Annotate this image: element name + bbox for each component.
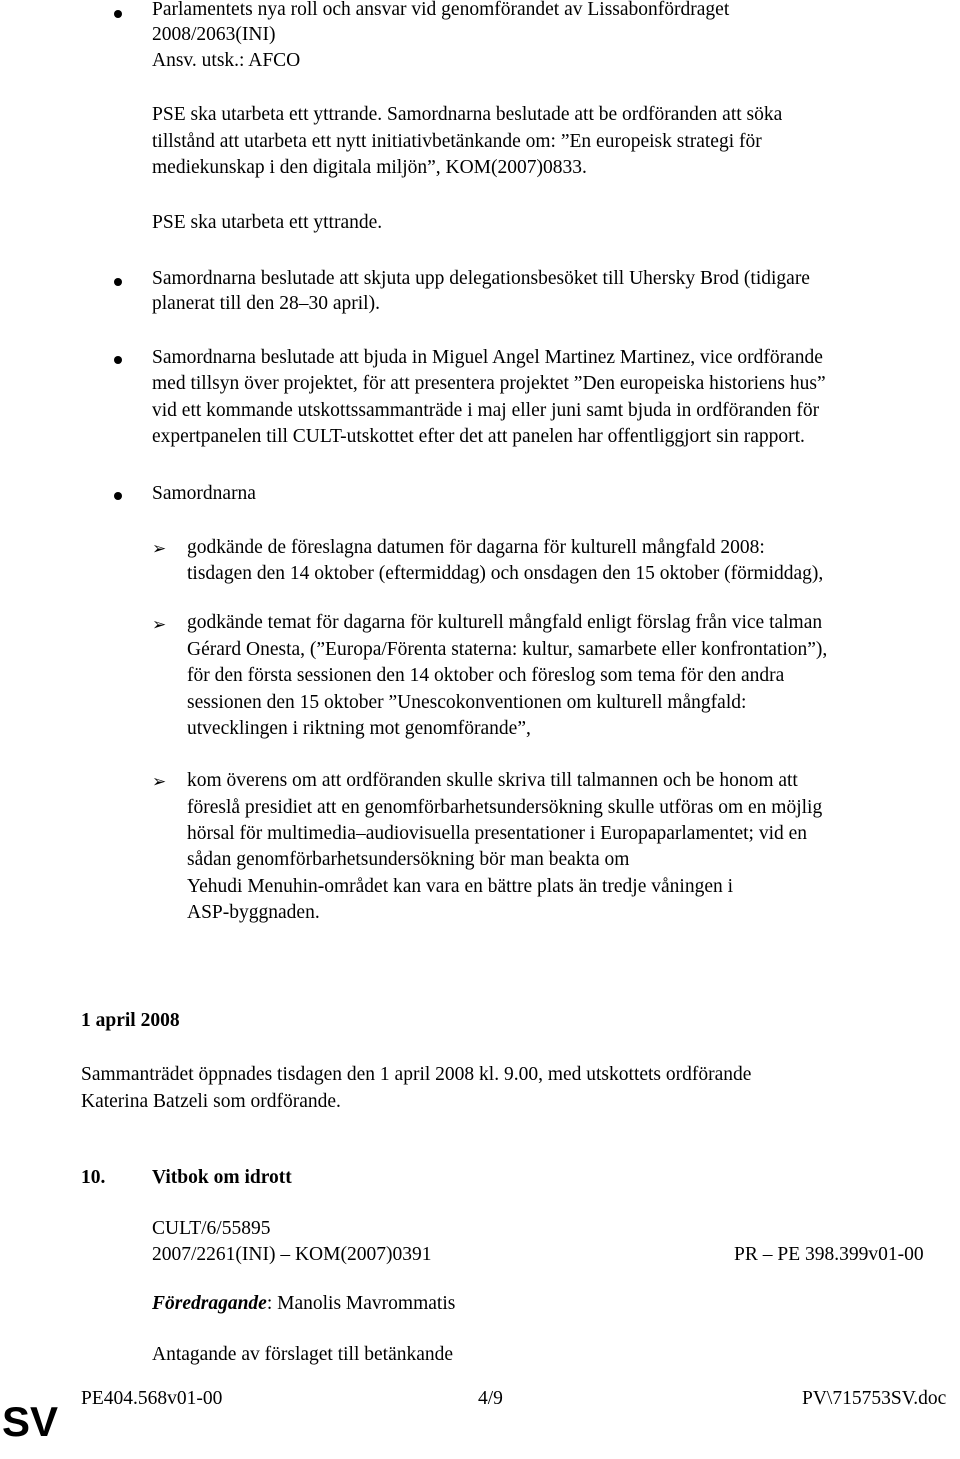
text-line: Sammanträdet öppnades tisdagen den 1 april 2008 kl. 9.00, med utskottets ordförande <box>81 1064 752 1085</box>
arrow-bullet-icon: ➢ <box>152 615 167 635</box>
text-line: Ansv. utsk.: AFCO <box>152 50 301 71</box>
arrow-bullet-icon: ➢ <box>152 772 167 792</box>
text-line: Parlamentets nya roll och ansvar vid genomförandet av Lissabonfördraget <box>152 0 730 20</box>
text-line: för den första sessionen den 14 oktober och föreslog som tema för den andra <box>187 665 785 686</box>
text-line: expertpanelen till CULT-utskottet efter det att panelen har offentliggjort sin rapport. <box>152 426 805 447</box>
reference-line: CULT/6/55895 <box>152 1218 271 1239</box>
text-line: med tillsyn över projektet, för att presentera projektet ”Den europeiska historiens hus” <box>152 373 826 394</box>
action-line: Antagande av förslaget till betänkande <box>152 1344 454 1365</box>
text-line: godkände de föreslagna datumen för dagarna för kulturell mångfald 2008: <box>187 537 765 558</box>
bullet-icon <box>114 356 122 364</box>
text-line: Gérard Onesta, (”Europa/Förenta staterna: kultur, samarbete eller konfrontation”), <box>187 639 828 660</box>
text-line: Samordnarna beslutade att skjuta upp delegationsbesöket till Uhersky Brod (tidigare <box>152 268 810 289</box>
text-line: Samordnarna <box>152 483 256 504</box>
text-line: hörsal för multimedia–audiovisuella presentationer i Europaparlamentet; vid en <box>187 823 808 844</box>
item-number: 10. <box>81 1167 106 1188</box>
text-line: sådan genomförbarhetsundersökning bör man beakta om <box>187 849 630 870</box>
text-line: utvecklingen i riktning mot genomförande”, <box>187 718 531 739</box>
text-line: Katerina Batzeli som ordförande. <box>81 1091 341 1112</box>
footer-right: PV\715753SV.doc <box>802 1388 947 1409</box>
bullet-icon <box>114 278 122 286</box>
rapporteur-line <box>152 1291 455 1317</box>
text-line: tillstånd att utarbeta ett nytt initiativbetänkande om: ”En europeisk strategi för <box>152 131 762 152</box>
footer-page-number: 4/9 <box>478 1388 503 1409</box>
reference-line: 2007/2261(INI) – KOM(2007)0391 <box>152 1244 432 1265</box>
text-line: tisdagen den 14 oktober (eftermiddag) och onsdagen den 15 oktober (förmiddag), <box>187 563 824 584</box>
text-line: godkände temat för dagarna för kulturell mångfald enligt förslag från vice talman <box>187 612 823 633</box>
rapporteur-separator: : <box>266 1293 273 1314</box>
date-heading: 1 april 2008 <box>81 1010 180 1031</box>
text-line: vid ett kommande utskottssammanträde i maj eller juni samt bjuda in ordföranden för <box>152 400 820 421</box>
text-line: planerat till den 28–30 april). <box>152 293 380 314</box>
arrow-bullet-icon: ➢ <box>152 539 167 559</box>
text-line: PSE ska utarbeta ett yttrande. Samordnarna beslutade att be ordföranden att söka <box>152 104 783 125</box>
text-line: kom överens om att ordföranden skulle skriva till talmannen och be honom att <box>187 770 798 791</box>
text-line: 2008/2063(INI) <box>152 24 276 45</box>
text-line: mediekunskap i den digitala miljön”, KOM(2007)0833. <box>152 157 587 178</box>
rapporteur-label: Föredragande <box>152 1293 267 1314</box>
item-title: Vitbok om idrott <box>152 1167 292 1188</box>
bullet-icon <box>114 10 122 18</box>
text-line: sessionen den 15 oktober ”Unescokonventionen om kulturell mångfald: <box>187 692 747 713</box>
text-line: föreslå presidiet att en genomförbarhetsundersökning skulle utföras om en möjlig <box>187 797 823 818</box>
rapporteur-name: Manolis Mavrommatis <box>277 1293 456 1314</box>
text-line: Samordnarna beslutade att bjuda in Miguel Angel Martinez Martinez, vice ordförande <box>152 347 823 368</box>
reference-line-right: PR – PE 398.399v01-00 <box>734 1244 924 1265</box>
text-line: PSE ska utarbeta ett yttrande. <box>152 212 383 233</box>
text-line: Yehudi Menuhin-området kan vara en bättre plats än tredje våningen i <box>187 876 734 897</box>
footer-left: PE404.568v01-00 <box>81 1388 223 1409</box>
bullet-icon <box>114 492 122 500</box>
language-code: SV <box>2 1398 59 1445</box>
text-line: ASP-byggnaden. <box>187 902 320 923</box>
